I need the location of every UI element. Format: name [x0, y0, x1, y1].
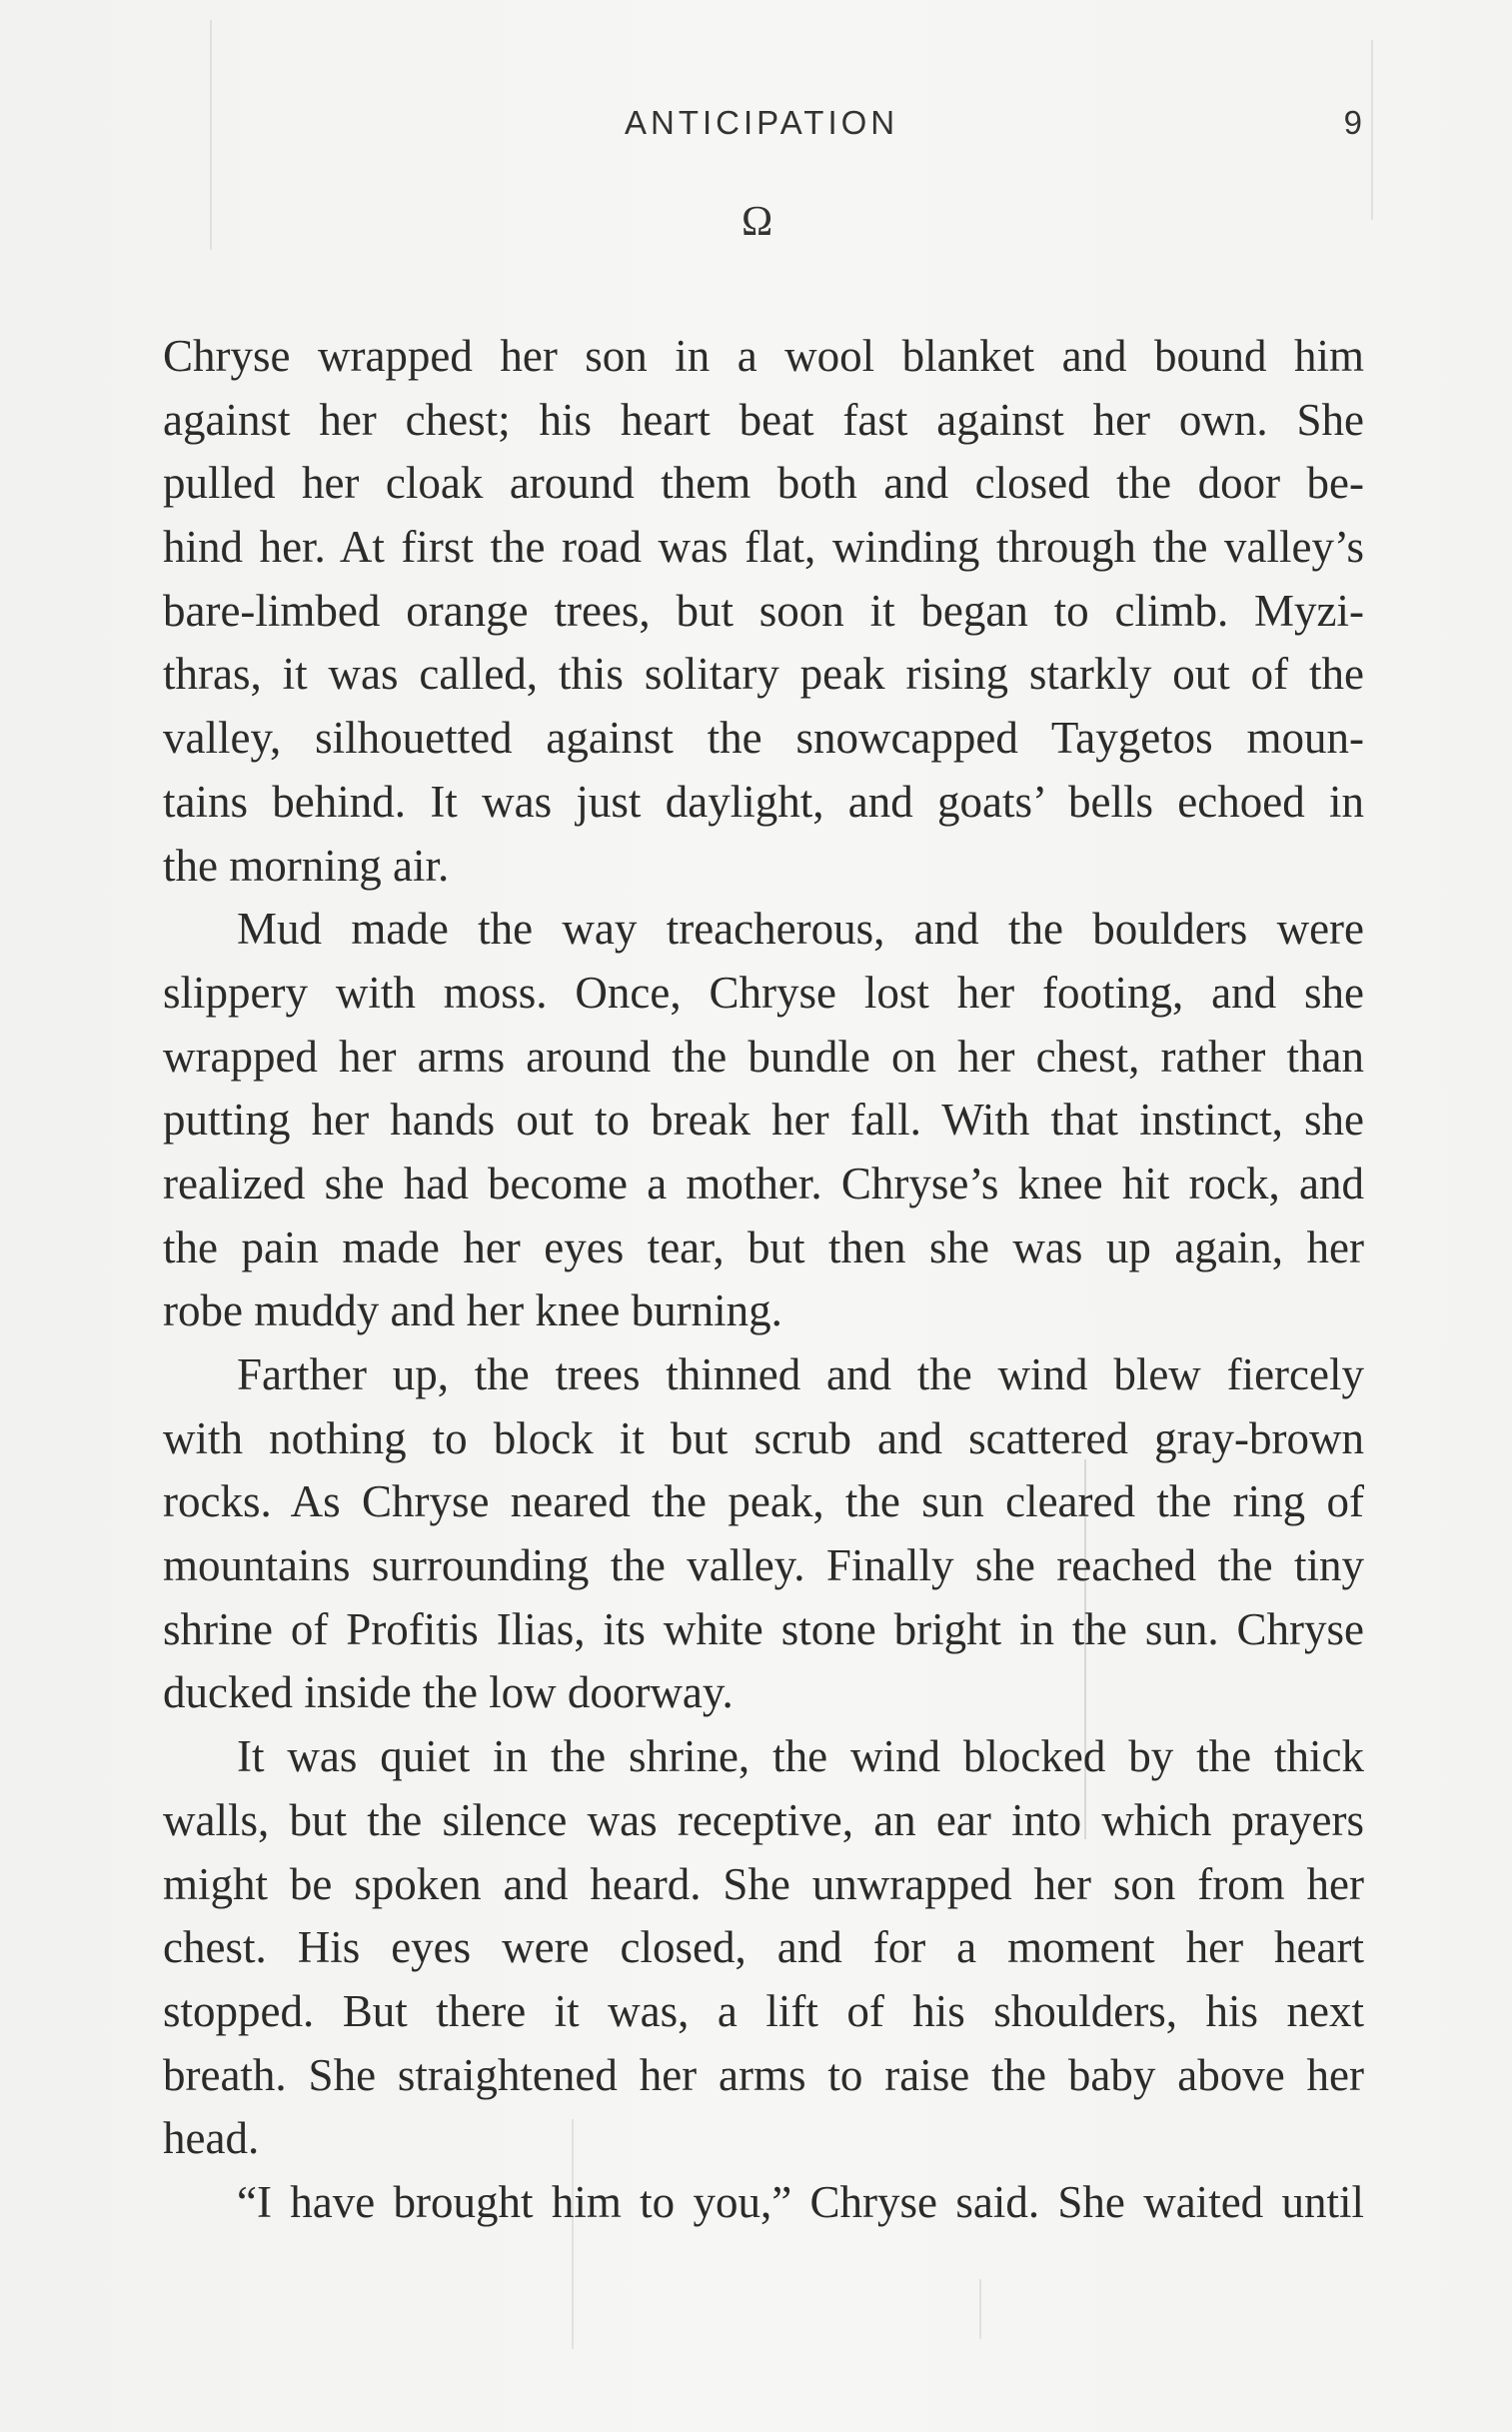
text-line: Chryse wrapped her son in a wool blanket and bound him: [163, 331, 1364, 381]
text-line: mountains surrounding the valley. Finally she reached the tiny: [163, 1540, 1364, 1591]
paragraph: [163, 898, 1364, 1343]
text-line: breath. She straightened her arms to raise the baby above her: [163, 2049, 1364, 2100]
text-line: might be spoken and heard. She unwrapped her son from her: [163, 1858, 1364, 1909]
text-line: bare-limbed orange trees, but soon it began to climb. Myzi-: [163, 585, 1364, 636]
text-line: shrine of Profitis Ilias, its white stone bright in the sun. Chryse: [163, 1603, 1364, 1654]
text-line: realized she had become a mother. Chryse’s knee hit rock, and: [163, 1158, 1364, 1209]
paragraph: [163, 325, 1364, 898]
text-line: valley, silhouetted against the snowcapped Taygetos moun-: [163, 713, 1364, 764]
scan-artifact-line: [210, 20, 212, 250]
text-line: the pain made her eyes tear, but then she was up again, her: [163, 1221, 1364, 1272]
text-line: putting her hands out to break her fall. With that instinct, she: [163, 1095, 1364, 1146]
text-line: “I have brought him to you,” Chryse said. She waited until: [237, 2176, 1364, 2227]
text-line: Mud made the way treacherous, and the boulders were: [237, 904, 1364, 955]
section-break-mark: Ω: [742, 199, 773, 245]
text-line: thras, it was called, this solitary peak rising starkly out of the: [163, 649, 1364, 700]
text-line: It was quiet in the shrine, the wind blocked by the thick: [237, 1731, 1364, 1782]
text-line: head.: [163, 2113, 260, 2164]
paragraph: [163, 2171, 1364, 2235]
text-line: stopped. But there it was, a lift of his shoulders, his next: [163, 1985, 1364, 2036]
scan-artifact-line: [1371, 40, 1373, 220]
text-line: pulled her cloak around them both and closed the door be-: [163, 458, 1364, 509]
page-number: 9: [1343, 104, 1362, 141]
text-line: against her chest; his heart beat fast against her own. She: [163, 394, 1364, 445]
text-line: chest. His eyes were closed, and for a moment her heart: [163, 1922, 1364, 1973]
body-text: [163, 325, 1364, 2235]
text-line: wrapped her arms around the bundle on her chest, rather than: [163, 1031, 1364, 1082]
text-line: slippery with moss. Once, Chryse lost her footing, and she: [163, 967, 1364, 1018]
paragraph: [163, 1725, 1364, 2171]
text-line: Farther up, the trees thinned and the wind blew fiercely: [237, 1349, 1364, 1399]
text-line: ducked inside the low doorway.: [163, 1667, 734, 1718]
scan-artifact-line: [979, 2279, 981, 2339]
text-line: tains behind. It was just daylight, and goats’ bells echoed in: [163, 776, 1364, 827]
text-line: hind her. At first the road was flat, winding through the valley’s: [163, 522, 1364, 573]
text-line: walls, but the silence was receptive, an ear into which prayers: [163, 1794, 1364, 1845]
text-line: with nothing to block it but scrub and scattered gray-brown: [163, 1412, 1364, 1463]
paragraph: [163, 1343, 1364, 1725]
text-line: robe muddy and her knee burning.: [163, 1285, 782, 1336]
text-line: the morning air.: [163, 840, 450, 891]
running-head: ANTICIPATION: [625, 104, 899, 141]
text-line: rocks. As Chryse neared the peak, the sun cleared the ring of: [163, 1476, 1364, 1527]
